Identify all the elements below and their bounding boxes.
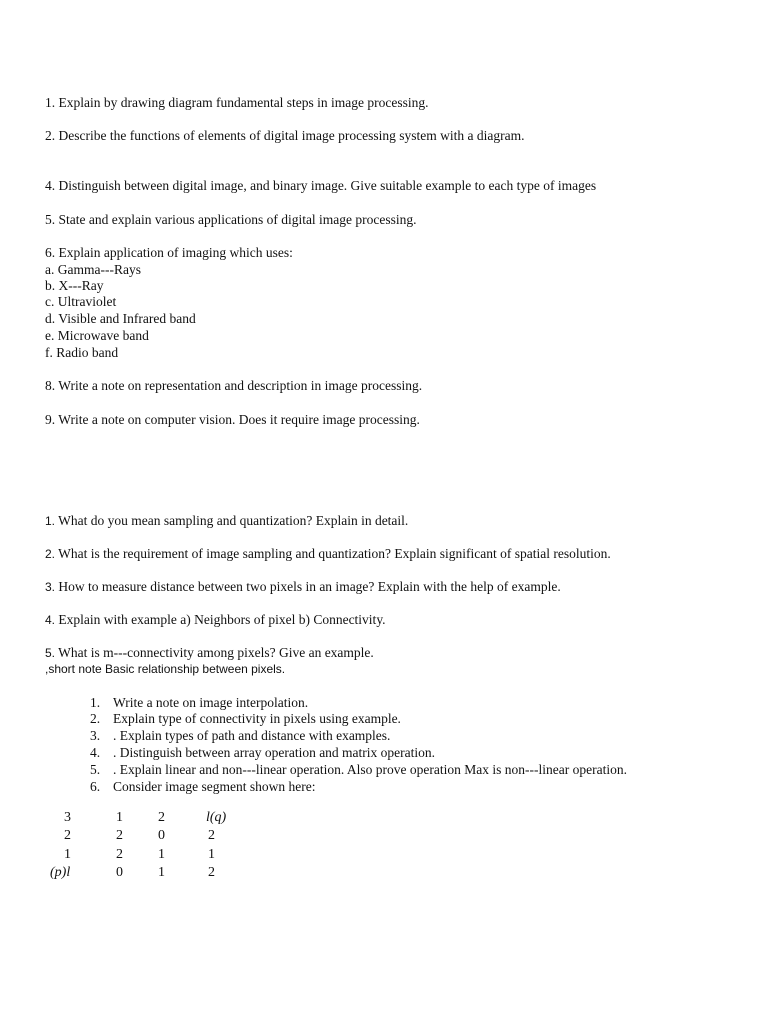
grid-cell: 3	[64, 810, 71, 825]
section3-item-text: . Explain linear and non---linear operation. Also prove operation Max is non---linear operation.	[113, 762, 627, 777]
section3-item-number: 3.	[90, 728, 101, 743]
section3-item-text: Consider image segment shown here:	[113, 779, 316, 794]
grid-cell: 1	[158, 865, 165, 880]
section2-question-text: What is m---connectivity among pixels? Give an example.	[55, 645, 374, 660]
section2-question-5	[45, 644, 374, 662]
question-4: 4. Distinguish between digital image, and binary image. Give suitable example to each type of images	[45, 178, 597, 193]
section2-note: ,short note Basic relationship between pixels.	[45, 662, 286, 676]
section2-question-3	[45, 578, 561, 596]
section2-question-text: How to measure distance between two pixels in an image? Explain with the help of example.	[55, 579, 561, 594]
section3-item-text: Explain type of connectivity in pixels using example.	[113, 711, 401, 726]
section2-question-number: 2.	[45, 547, 56, 561]
grid-cell: 1	[64, 847, 71, 862]
question-2: 2. Describe the functions of elements of digital image processing system with a diagram.	[45, 128, 525, 143]
section3-item-number: 1.	[90, 695, 101, 710]
grid-cell: 0	[158, 828, 165, 843]
question-1: 1. Explain by drawing diagram fundamental steps in image processing.	[45, 95, 429, 110]
grid-cell: 2	[64, 828, 71, 843]
grid-cell: 1	[158, 847, 165, 862]
question-6-item-c: c. Ultraviolet	[45, 294, 117, 309]
section3-item-text: . Explain types of path and distance with examples.	[113, 728, 391, 743]
grid-cell: 2	[116, 847, 123, 862]
question-5: 5. State and explain various applications of digital image processing.	[45, 212, 417, 227]
grid-cell: (p)l	[50, 865, 71, 880]
grid-cell: 2	[116, 828, 123, 843]
section2-question-1	[45, 512, 408, 530]
section3-item-number: 2.	[90, 711, 101, 726]
question-6-item-d: d. Visible and Infrared band	[45, 311, 196, 326]
section3-item-number: 4.	[90, 745, 101, 760]
question-6-item-b: b. X---Ray	[45, 278, 104, 293]
section2-question-text: What is the requirement of image sampling and quantization? Explain significant of spatial resolution.	[55, 546, 611, 561]
question-6-item-f: f. Radio band	[45, 345, 119, 360]
question-6: 6. Explain application of imaging which uses:	[45, 245, 293, 260]
section2-question-number: 3.	[45, 580, 56, 594]
grid-cell: 0	[116, 865, 123, 880]
section3-item-text: Write a note on image interpolation.	[113, 695, 309, 710]
section2-question-text: What do you mean sampling and quantization? Explain in detail.	[55, 513, 409, 528]
question-6-item-a: a. Gamma---Rays	[45, 262, 141, 277]
question-8: 8. Write a note on representation and description in image processing.	[45, 378, 423, 393]
grid-cell: 2	[158, 810, 165, 825]
grid-cell: 2	[208, 865, 215, 880]
section3-item-number: 5.	[90, 762, 101, 777]
grid-cell: l(q)	[206, 810, 227, 825]
grid-cell: 1	[208, 847, 215, 862]
section2-question-2	[45, 545, 611, 563]
question-6-item-e: e. Microwave band	[45, 328, 149, 343]
section2-question-text: Explain with example a) Neighbors of pixel b) Connectivity.	[55, 612, 386, 627]
question-9: 9. Write a note on computer vision. Does it require image processing.	[45, 412, 420, 427]
grid-cell: 2	[208, 828, 215, 843]
grid-cell: 1	[116, 810, 123, 825]
section2-question-number: 5.	[45, 646, 56, 660]
section2-question-number: 1.	[45, 514, 56, 528]
section3-item-text: . Distinguish between array operation and matrix operation.	[113, 745, 436, 760]
section2-question-4	[45, 611, 386, 629]
section3-item-number: 6.	[90, 779, 101, 794]
section2-question-number: 4.	[45, 613, 56, 627]
